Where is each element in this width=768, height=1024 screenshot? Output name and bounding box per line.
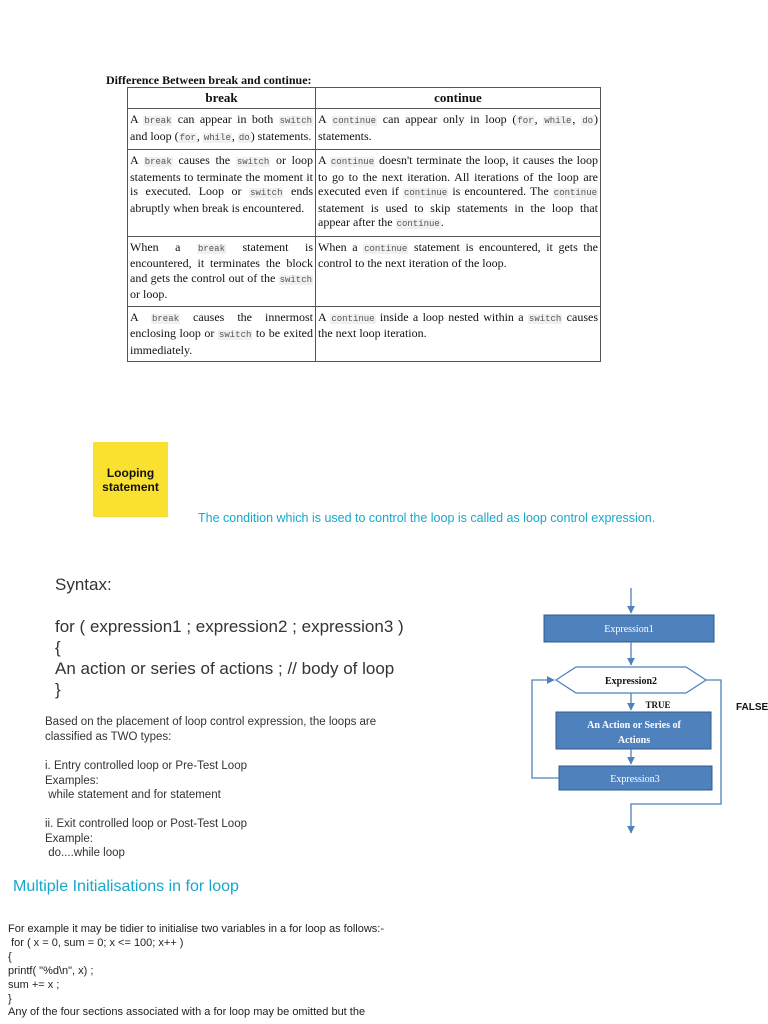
example-line: for ( x = 0, sum = 0; x <= 100; x++ ) (8, 937, 184, 949)
expression3-label: Expression3 (610, 774, 660, 785)
keyword: break (152, 313, 180, 324)
keyword: switch (528, 313, 562, 324)
keyword: switch (218, 330, 252, 340)
entry-loop-line: i. Entry controlled loop or Pre-Test Loop (45, 760, 247, 772)
keyword: continue (332, 116, 377, 126)
action-label-line: An Action or Series of (587, 720, 681, 731)
table-title: Difference Between break and continue: (106, 73, 312, 87)
table-header-row (128, 88, 601, 109)
keyword: continue (396, 219, 440, 229)
table-row (128, 236, 601, 306)
exit-loop-line: ii. Exit controlled loop or Post-Test Loop (45, 818, 247, 830)
expression2-label: Expression2 (604, 676, 658, 687)
keyword: for (517, 116, 534, 126)
table-cell: A continue inside a loop nested within a switch causes the next loop iteration. (316, 306, 601, 362)
example-line: sum += x ; (8, 979, 60, 991)
looping-label-line: Looping (106, 465, 155, 480)
keyword: break (144, 116, 172, 126)
keyword: switch (279, 274, 312, 285)
false-label: FALSE (736, 702, 768, 713)
header-break: break (128, 88, 316, 109)
multiple-init-heading: Multiple Initialisations in for loop (13, 878, 239, 895)
table-cell: A continue can appear only in loop (for, while, do) statements. (316, 109, 601, 150)
true-label: TRUE (645, 700, 671, 710)
table-cell: When a break statement is encountered, it terminates the block and gets the control out of the switch or loop. (128, 236, 316, 306)
keyword: continue (553, 188, 598, 198)
example-line: Any of the four sections associated with a for loop may be omitted but the (8, 1006, 366, 1018)
keyword: break (144, 157, 172, 167)
table-row (128, 306, 601, 362)
exit-loop-line: do....while loop (45, 847, 125, 859)
keyword: while (203, 132, 231, 143)
table-cell: A break causes the switch or loop statements to terminate the moment it is executed. Loop or switch ends abruptly when break is encountered. (128, 150, 316, 237)
keyword: switch (279, 116, 312, 126)
keyword: switch (250, 188, 283, 198)
keyword: continue (364, 243, 408, 254)
loop-types-intro: Based on the placement of loop control expression, the loops are (45, 716, 377, 728)
keyword: switch (236, 157, 270, 167)
keyword: continue (331, 313, 375, 324)
action-label-line: Actions (617, 735, 651, 746)
loop-types-intro: classified as TWO types: (45, 731, 172, 743)
syntax-line: An action or series of actions ; // body of loop (55, 659, 395, 678)
table-row (128, 109, 601, 150)
example-line: printf( "%d\n", x) ; (8, 965, 94, 977)
entry-loop-line: while statement and for statement (45, 789, 221, 801)
entry-loop-line: Examples: (45, 775, 99, 787)
example-line: } (8, 993, 12, 1005)
loop-back-arrow (532, 680, 559, 778)
example-line: { (8, 951, 12, 963)
keyword: break (197, 243, 225, 254)
keyword: do (238, 132, 250, 143)
expression1-label: Expression1 (604, 624, 654, 635)
syntax-heading: Syntax: (55, 575, 112, 594)
keyword: continue (330, 157, 375, 167)
header-continue: continue (316, 88, 601, 109)
for-loop-flowchart (525, 585, 768, 840)
syntax-line: for ( expression1 ; expression2 ; expression3 ) (55, 617, 404, 636)
keyword: continue (404, 188, 448, 198)
table-cell: A break causes the innermost enclosing loop or switch to be exited immediately. (128, 306, 316, 362)
condition-text: The condition which is used to control the loop is called as loop control expression. (198, 511, 656, 525)
table-cell: A break can appear in both switch and loop (for, while, do) statements. (128, 109, 316, 150)
table-cell: When a continue statement is encountered, it gets the control to the next iteration of the loop. (316, 236, 601, 306)
break-continue-table (127, 87, 601, 362)
looping-statement-label (93, 442, 168, 517)
syntax-line: { (55, 638, 61, 657)
example-line: For example it may be tidier to initialise two variables in a for loop as follows:- (8, 923, 384, 935)
table-cell: A continue doesn't terminate the loop, it causes the loop to go to the next iteration. All iterations of the loop are executed even if continue is encountered. The continue statement is used to skip statements in the loop that appear after the continue. (316, 150, 601, 237)
syntax-line: } (55, 680, 61, 699)
keyword: do (582, 116, 594, 126)
exit-loop-line: Example: (45, 833, 93, 845)
looping-label-line: statement (102, 479, 159, 494)
keyword: for (179, 132, 196, 143)
keyword: while (544, 116, 572, 126)
table-row (128, 150, 601, 237)
